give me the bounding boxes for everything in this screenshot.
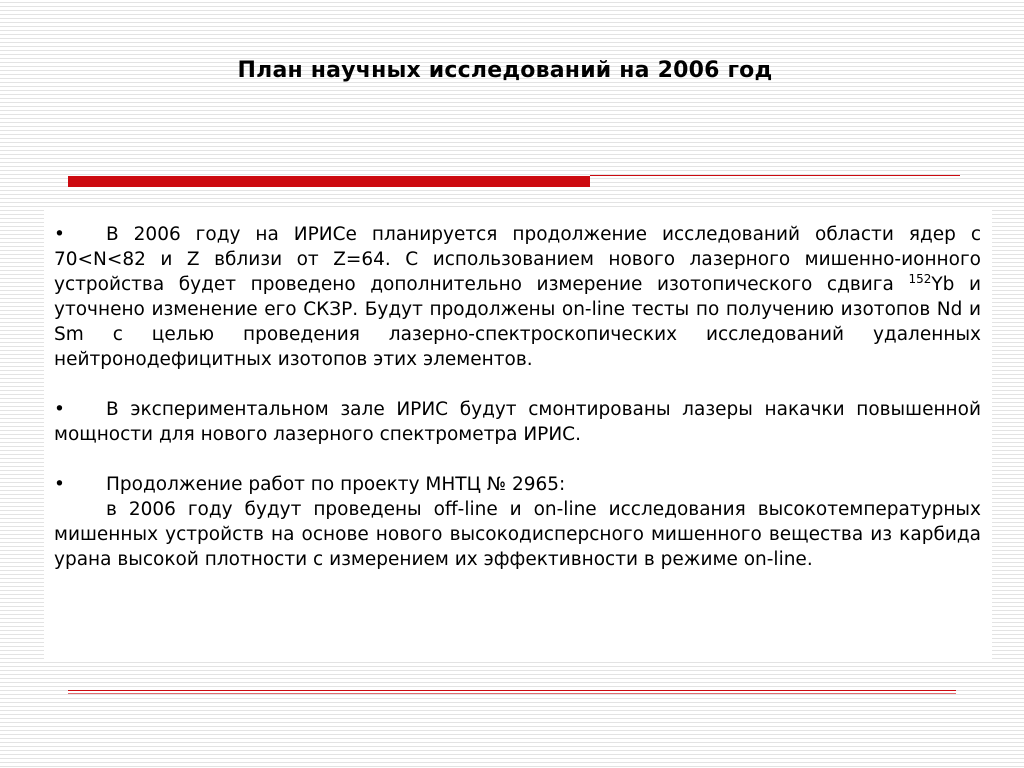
item-1-text-part1: В 2006 году на ИРИСе планируется продолжение исследований области ядер с 70<N<82 и Z вблизи от Z=64. С использованием нового лазерного мишенно-ионного устройства будет проведено дополнительно измерение изотопического сдвига (54, 224, 981, 295)
title-underline-thin-line (590, 175, 960, 176)
item-3-text: в 2006 году будут проведены off-line и on-line исследования высокотемпературных мишенных устройств на основе нового высокодисперсного мишенного вещества из карбида урана высокой плотности с измерением их эффективности в режиме on-line. (54, 499, 981, 570)
bullet-icon: • (54, 474, 65, 495)
item-3-heading: Продолжение работ по проекту МНТЦ № 2965: (106, 474, 566, 495)
list-item (54, 472, 981, 497)
item-1-text-part2: Yb и уточнено изменение его СКЗР. Будут продолжены on-line тесты по получению изотопов Nd и Sm с целью проведения лазерно-спектроскопических исследований удаленных нейтронодефицитных изотопов этих элементов. (54, 274, 981, 370)
title-underline-red-bar (68, 176, 590, 187)
spacer (54, 447, 981, 472)
bullet-icon: • (54, 224, 65, 245)
isotope-mass-number: 152 (908, 272, 932, 286)
footer-divider-secondary (68, 693, 956, 694)
footer-divider (68, 690, 956, 691)
list-item (54, 222, 981, 372)
bullet-icon: • (54, 399, 65, 420)
spacer (54, 372, 981, 397)
list-item-continuation (54, 497, 981, 572)
bullet-list (54, 222, 981, 572)
slide-title: План научных исследований на 2006 год (237, 58, 773, 83)
list-item (54, 397, 981, 447)
item-2-text: В экспериментальном зале ИРИС будут смонтированы лазеры накачки повышенной мощности для нового лазерного спектрометра ИРИС. (54, 399, 981, 445)
